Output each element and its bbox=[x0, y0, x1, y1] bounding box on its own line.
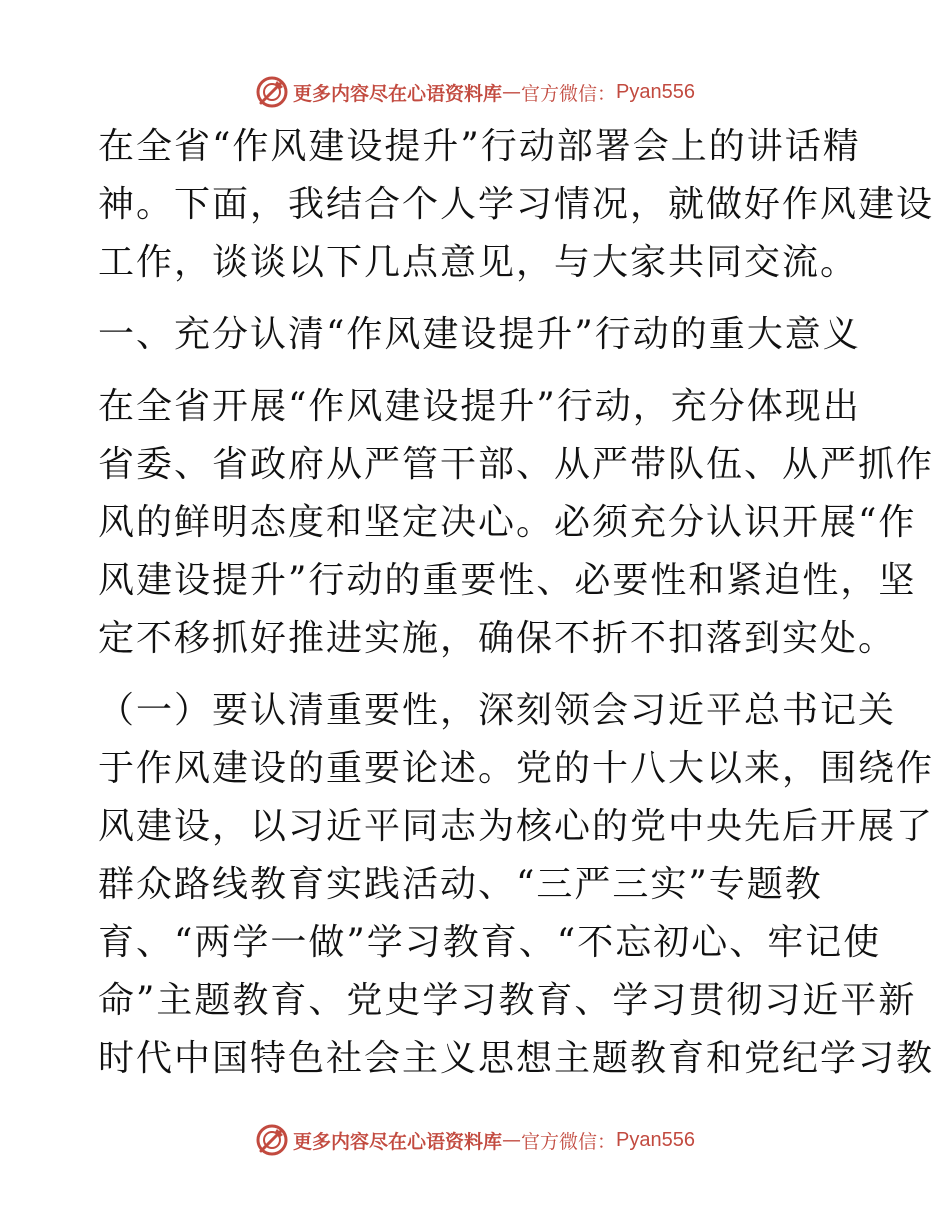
watermark-wechat-handle: Pyan556 bbox=[616, 80, 695, 103]
seal-logo-icon bbox=[255, 1123, 289, 1157]
text-line: 省委、省政府从严管干部、从严带队伍、从严抓作 bbox=[98, 444, 935, 485]
watermark-wechat-label: 官方微信： bbox=[521, 1130, 617, 1153]
paragraph-significance bbox=[98, 378, 935, 668]
text-line: 命”主题教育、党史学习教育、学习贯彻习近平新 bbox=[98, 980, 917, 1021]
text-line: 在全省“作风建设提升”行动部署会上的讲话精 bbox=[98, 126, 861, 167]
watermark-wechat-label: 官方微信： bbox=[521, 82, 617, 105]
watermark-brand-text: 更多内容尽在心语资料库 bbox=[293, 82, 503, 105]
text-line: 育、“两学一做”学习教育、“不忘初心、牢记使 bbox=[98, 922, 882, 963]
text-line: 风建设，以习近平同志为核心的党中央先后开展了 bbox=[98, 806, 935, 847]
document-body bbox=[98, 118, 935, 1088]
watermark-dash: — bbox=[502, 81, 522, 103]
header-watermark bbox=[0, 72, 950, 112]
paragraph-intro bbox=[98, 118, 935, 292]
text-line: 定不移抓好推进实施，确保不折不扣落到实处。 bbox=[98, 618, 897, 659]
heading-line: 一、充分认清“作风建设提升”行动的重大意义 bbox=[98, 314, 861, 355]
text-line: 风建设提升”行动的重要性、必要性和紧迫性，坚 bbox=[98, 560, 917, 601]
watermark-dash: — bbox=[502, 1129, 522, 1151]
text-line: （一）要认清重要性，深刻领会习近平总书记关 bbox=[98, 690, 897, 731]
text-line: 时代中国特色社会主义思想主题教育和党纪学习教 bbox=[98, 1038, 935, 1079]
text-line: 神。下面，我结合个人学习情况，就做好作风建设 bbox=[98, 184, 935, 225]
text-line: 风的鲜明态度和坚定决心。必须充分认识开展“作 bbox=[98, 502, 917, 543]
seal-logo-icon bbox=[255, 75, 289, 109]
watermark-brand-text: 更多内容尽在心语资料库 bbox=[293, 1130, 503, 1153]
text-line: 于作风建设的重要论述。党的十八大以来，围绕作 bbox=[98, 748, 935, 789]
watermark-wechat-handle: Pyan556 bbox=[616, 1128, 695, 1151]
text-line: 在全省开展“作风建设提升”行动，充分体现出 bbox=[98, 386, 861, 427]
paragraph-importance bbox=[98, 682, 935, 1088]
text-line: 工作，谈谈以下几点意见，与大家共同交流。 bbox=[98, 242, 859, 283]
footer-watermark bbox=[0, 1120, 950, 1160]
section-heading bbox=[98, 306, 861, 364]
text-line: 群众路线教育实践活动、“三严三实”专题教 bbox=[98, 864, 823, 905]
